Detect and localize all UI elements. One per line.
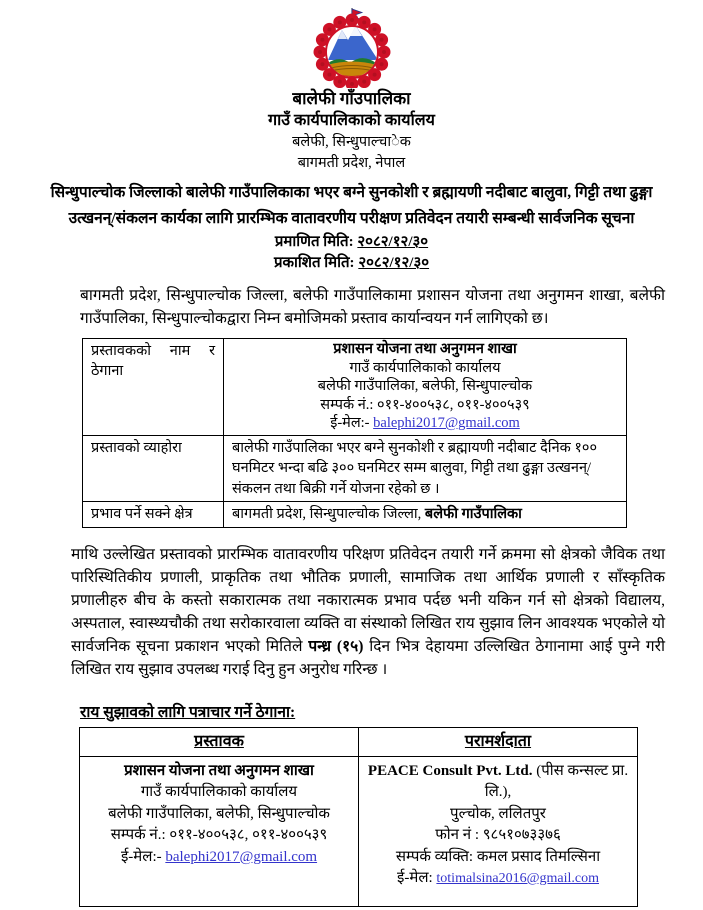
proposer-email-link[interactable]: balephi2017@gmail.com (165, 848, 318, 865)
consultant-email-line (365, 868, 631, 890)
body-paragraph (71, 543, 665, 681)
affected-area-label: प्रभाव पर्ने सक्ने क्षेत्र (83, 502, 224, 528)
published-date-line (0, 253, 703, 274)
proposer-address-cell (80, 756, 359, 906)
proposer-contact-numbers: सम्पर्क नं.: ०११-४००५३८, ०११-४००५३९ (320, 396, 530, 413)
proposal-details-table (82, 338, 627, 528)
proposer-column-header: प्रस्तावक (80, 727, 359, 756)
proposer-contact-numbers: सम्पर्क नं.: ०११-४००५३८, ०११-४००५३९ (110, 827, 328, 843)
affected-area-region: बागमती प्रदेश, सिन्धुपाल्चोक जिल्ला, (232, 506, 425, 522)
correspondence-address-table (79, 727, 638, 907)
document-header (0, 0, 703, 173)
proposer-branch: प्रशासन योजना तथा अनुगमन शाखा (124, 762, 314, 779)
location-line: बलेफी, सिन्धुपाल्चा◌ेक (292, 134, 411, 150)
consultant-column-header: परामर्शदाता (359, 727, 638, 756)
correspondence-body-row (80, 756, 638, 906)
body-paragraph-part1: माथि उल्लेखित प्रस्तावको प्रारम्भिक वातावरणीय परिक्षण प्रतिवेदन तयारी गर्ने क्रममा सो क्षेत्रको जैविक तथा पारिस्थितिकीय प्रणाली, प्राकृतिक तथा भौतिक प्रणाली, सामाजिक तथा आर्थिक प्रणाली र साँस्कृतिक प्रणालीहरु बीच के कस्तो सकारात्मक तथा नकारात्मक प्रभाव पर्दछ भनी यकिन गर्न सो क्षेत्रको विद्यालय, अस्पताल, स्वास्थ्यचौकी तथा सरोकारवाला व्यक्ति वा संस्थाको लिखित राय सुझाव लिन आवश्यक भएकोले यो सार्वजनिक सूचना प्रकाशन भएको मितिले (71, 545, 665, 655)
proposer-address: बलेफी गाउँपालिका, बलेफी, सिन्धुपाल्चोक (108, 805, 330, 822)
table-row-proposer (83, 339, 627, 436)
proposer-office: गाउँ कार्यपालिकाको कार्यालय (140, 784, 298, 800)
proposer-email-line (232, 414, 618, 433)
proposer-email-line (86, 847, 352, 869)
proposer-address: बलेफी गाउँपालिका, बलेफी, सिन्धुपाल्चोक (317, 378, 533, 394)
email-label: ई-मेल: (396, 870, 433, 886)
correspondence-header-row (80, 727, 638, 756)
consultant-name-english: PEACE Consult Pvt. Ltd. (367, 762, 533, 779)
affected-area-text (224, 502, 627, 528)
nepal-municipality-emblem-icon (296, 8, 408, 88)
affected-area-municipality: बलेफी गाउँपालिका (424, 506, 522, 522)
certified-date-label: प्रमाणित मिति: (274, 234, 354, 250)
certified-date-line (0, 232, 703, 253)
consultant-address-cell (359, 756, 638, 906)
email-label: ई-मेल:- (330, 415, 370, 431)
office-name: गाउँ कार्यपालिकाको कार्यालय (268, 112, 435, 129)
email-label: ई-मेल:- (120, 848, 162, 865)
body-paragraph-part2: दिन भित्र देहायमा उल्लिखित ठेगानामा आई पुग्ने गरी लिखित राय सुझाव उपलब्ध गराई दिनु हुन अनुरोध गरिन्छ । (71, 637, 665, 678)
proposal-description-text: बालेफी गाउँपालिका भएर बग्ने सुनकोशी र ब्रह्मायणी नदीबाट दैनिक १०० घनमिटर भन्दा बढि ३०० घनमिटर सम्म बालुवा, गिट्टी तथा ढुङ्गा उत्खनन्/संकलन तथा बिक्री गर्ने योजना रहेको छ । (224, 435, 627, 502)
consultant-address: पुल्चोक, ललितपुर (450, 805, 546, 822)
proposer-details-cell (224, 339, 627, 436)
certified-date-value: २०८२/१२/३० (357, 234, 429, 250)
table-row-proposal-description (83, 435, 627, 502)
consultant-contact-person: सम्पर्क व्यक्ति: कमल प्रसाद तिमल्सिना (395, 848, 601, 865)
correspondence-heading: राय सुझावको लागि पत्राचार गर्ने ठेगाना: (80, 703, 296, 721)
intro-paragraph: बागमती प्रदेश, सिन्धुपाल्चोक जिल्ला, बलेफी गाउँपालिकामा प्रशासन योजना तथा अनुगमन शाखा, बलेफी गाउँपालिका, सिन्धुपाल्चोकद्वारा निम्न बमोजिमको प्रस्ताव कार्यान्वयन गर्न लागिएको छ। (80, 287, 665, 327)
proposal-description-label: प्रस्तावको व्याहोरा (83, 435, 224, 502)
consultant-email-link[interactable]: totimalsina2016@gmail.com (436, 871, 599, 886)
province-line: बागमती प्रदेश, नेपाल (297, 155, 406, 171)
proposer-email-link[interactable]: balephi2017@gmail.com (373, 415, 520, 431)
proposer-name-label: प्रस्तावकको नाम र ठेगाना (83, 339, 224, 436)
proposer-branch: प्रशासन योजना तथा अनुगमन शाखा (333, 341, 517, 357)
notice-title: सिन्धुपाल्चोक जिल्लाको बालेफी गाउँपालिकाका भएर बग्ने सुनकोशी र ब्रह्मायणी नदीबाट बालुवा, गिट्टी तथा ढुङ्गा उत्खनन्/संकलन कार्यका लागि प्रारम्भिक वातावरणीय परीक्षण प्रतिवेदन तयारी सम्बन्धी सार्वजनिक सूचना (50, 184, 653, 227)
consultant-name-line (365, 761, 631, 804)
consultant-name-nepali: (पीस कन्सल्ट प्रा. लि.), (484, 762, 629, 800)
body-paragraph-days-bold: पन्ध्र (१५) (308, 637, 364, 655)
published-date-value: २०८२/१२/३० (358, 255, 430, 271)
table-row-affected-area (83, 502, 627, 528)
published-date-label: प्रकाशित मिति: (273, 255, 355, 271)
proposer-office: गाउँ कार्यपालिकाको कार्यालय (349, 359, 501, 376)
consultant-phone: फोन नं : ९८५१०७३३७६ (435, 827, 561, 843)
municipality-name: बालेफी गाँउपालिका (292, 89, 411, 108)
